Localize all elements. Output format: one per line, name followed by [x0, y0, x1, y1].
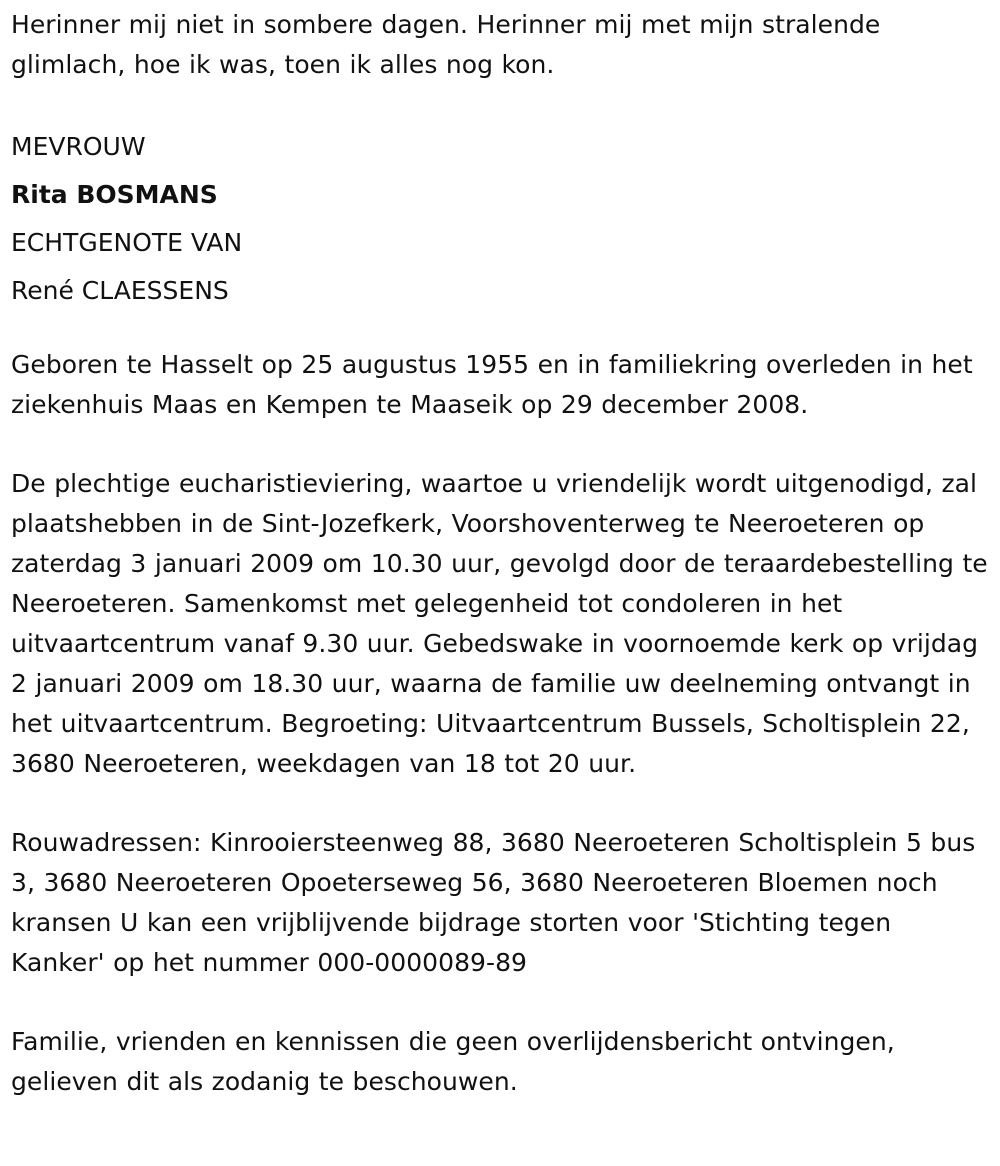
birth-death-paragraph: Geboren te Hasselt op 25 augustus 1955 en in familiekring overleden in het ziekenhuis Maas en Kempen te Maaseik op 29 december 2008. [11, 350, 973, 419]
title-line: MEVROUW [11, 132, 146, 161]
ceremony-paragraph: De plechtige eucharistieviering, waartoe u vriendelijk wordt uitgenodigd, zal plaatshebben in de Sint-Jozefkerk, Voorshoventerweg te Neeroeteren op zaterdag 3 januari 2009 om 10.30 uur, gevolgd door de teraardebestelling te Neeroeteren. Samenkomst met gelegenheid tot condoleren in het uitvaartcentrum vanaf 9.30 uur. Gebedswake in voornoemde kerk op vrijdag 2 januari 2009 om 18.30 uur, waarna de familie uw deelneming ontvangt in het uitvaartcentrum. Begroeting: Uitvaartcentrum Bussels, Scholtisplein 22, 3680 Neeroeteren, weekdagen van 18 tot 20 uur. [11, 469, 988, 778]
relation-line: ECHTGENOTE VAN [11, 228, 243, 257]
spouse-name: René CLAESSENS [11, 276, 229, 305]
deceased-name: Rita BOSMANS [11, 180, 218, 209]
addresses-paragraph: Rouwadressen: Kinrooiersteenweg 88, 3680 Neeroeteren Scholtisplein 5 bus 3, 3680 Neeroeteren Opoeterseweg 56, 3680 Neeroeteren Bloemen noch kransen U kan een vrijblijvende bijdrage storten voor 'Stichting tegen Kanker' op het nummer 000-0000089-89 [11, 828, 976, 977]
closing-paragraph: Familie, vrienden en kennissen die geen overlijdensbericht ontvingen, gelieven dit als zodanig te beschouwen. [11, 1027, 895, 1096]
quote-paragraph: Herinner mij niet in sombere dagen. Herinner mij met mijn stralende glimlach, hoe ik was, toen ik alles nog kon. [11, 10, 881, 79]
